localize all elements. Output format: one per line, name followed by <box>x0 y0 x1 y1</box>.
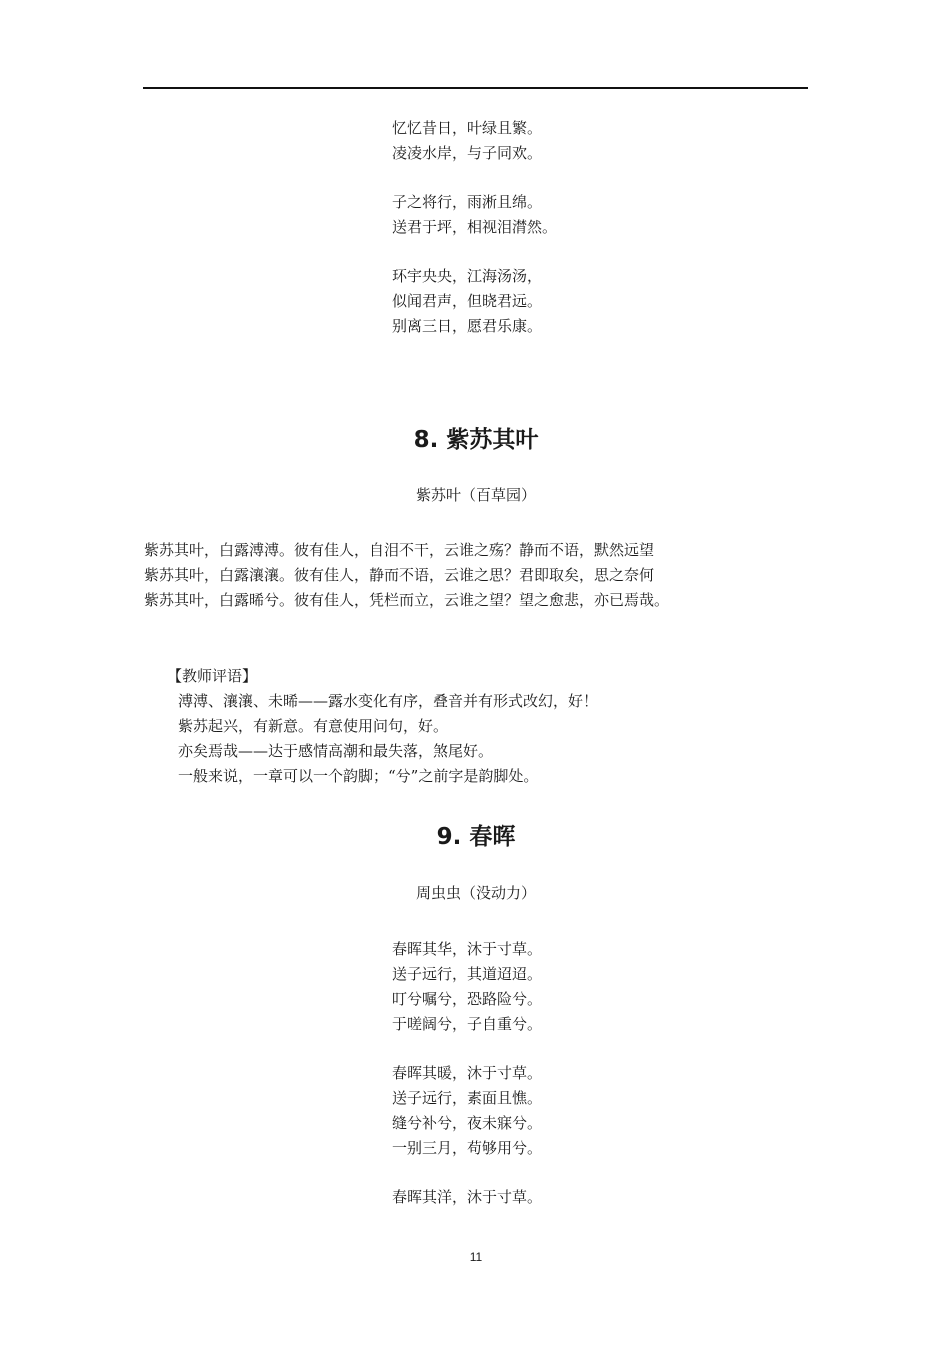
comment-line: 溥溥、瀼瀼、未晞——露水变化有序，叠音并有形式改幻，好！ <box>178 692 599 710</box>
section-8-title: 8. 紫苏其叶 <box>413 427 539 453</box>
poem-line: 环宇央央，江海汤汤， <box>392 267 543 285</box>
poem-line: 一别三月，苟够用兮。 <box>392 1139 543 1157</box>
header-rule <box>143 87 808 89</box>
poem-line: 缝兮补兮，夜未寐兮。 <box>392 1114 543 1132</box>
poem-line: 紫苏其叶，白露晞兮。彼有佳人，凭栏而立，云谁之望？望之愈悲，亦已焉哉。 <box>144 591 670 609</box>
teacher-comment <box>167 664 598 789</box>
poem-line: 别离三日，愿君乐康。 <box>392 317 543 335</box>
stanza <box>392 264 557 339</box>
comment-line: 亦矣焉哉——达于感情高潮和最失落，煞尾好。 <box>178 742 494 760</box>
poem-line: 似闻君声，但晓君远。 <box>392 292 543 310</box>
poem-line: 于嗟阔兮，子自重兮。 <box>392 1015 543 1033</box>
section-9-author: 周虫虫（没动力） <box>415 884 536 902</box>
poem-line: 春晖其暖，沐于寸草。 <box>392 1064 543 1082</box>
poem-line: 子之将行，雨淅且绵。 <box>392 193 543 211</box>
page-number: 11 <box>469 1250 483 1264</box>
section-8-poem <box>144 538 669 613</box>
comment-line: 一般来说，一章可以一个韵脚；“兮”之前字是韵脚处。 <box>178 767 539 785</box>
poem-previous <box>392 116 557 339</box>
poem-line: 春晖其华，沐于寸草。 <box>392 940 543 958</box>
poem-line: 春晖其洋，沐于寸草。 <box>392 1188 543 1206</box>
stanza <box>392 190 557 240</box>
section-9-title: 9. 春晖 <box>436 824 516 850</box>
poem-line: 送子远行，其道迢迢。 <box>392 965 543 983</box>
poem-line: 凌凌水岸，与子同欢。 <box>392 144 543 162</box>
poem-line: 叮兮嘱兮，恐路险兮。 <box>392 990 543 1008</box>
comment-line: 紫苏起兴，有新意。有意使用问句，好。 <box>178 717 449 735</box>
poem-line: 紫苏其叶，白露瀼瀼。彼有佳人，静而不语，云谁之思？君即取矣，思之奈何 <box>144 566 655 584</box>
stanza <box>392 1061 542 1161</box>
poem-line: 送子远行，素面且憔。 <box>392 1089 543 1107</box>
poem-line: 紫苏其叶，白露溥溥。彼有佳人，自泪不干，云谁之殇？静而不语，默然远望 <box>144 541 655 559</box>
poem-line: 忆忆昔日，叶绿且繁。 <box>392 119 543 137</box>
poem-line: 送君于坪，相视泪潸然。 <box>392 218 558 236</box>
stanza <box>392 116 557 166</box>
section-9-poem <box>392 937 542 1210</box>
teacher-comment-label: 【教师评语】 <box>167 667 258 685</box>
section-8-author: 紫苏叶（百草园） <box>415 486 536 504</box>
stanza <box>392 937 542 1037</box>
stanza <box>392 1185 542 1210</box>
